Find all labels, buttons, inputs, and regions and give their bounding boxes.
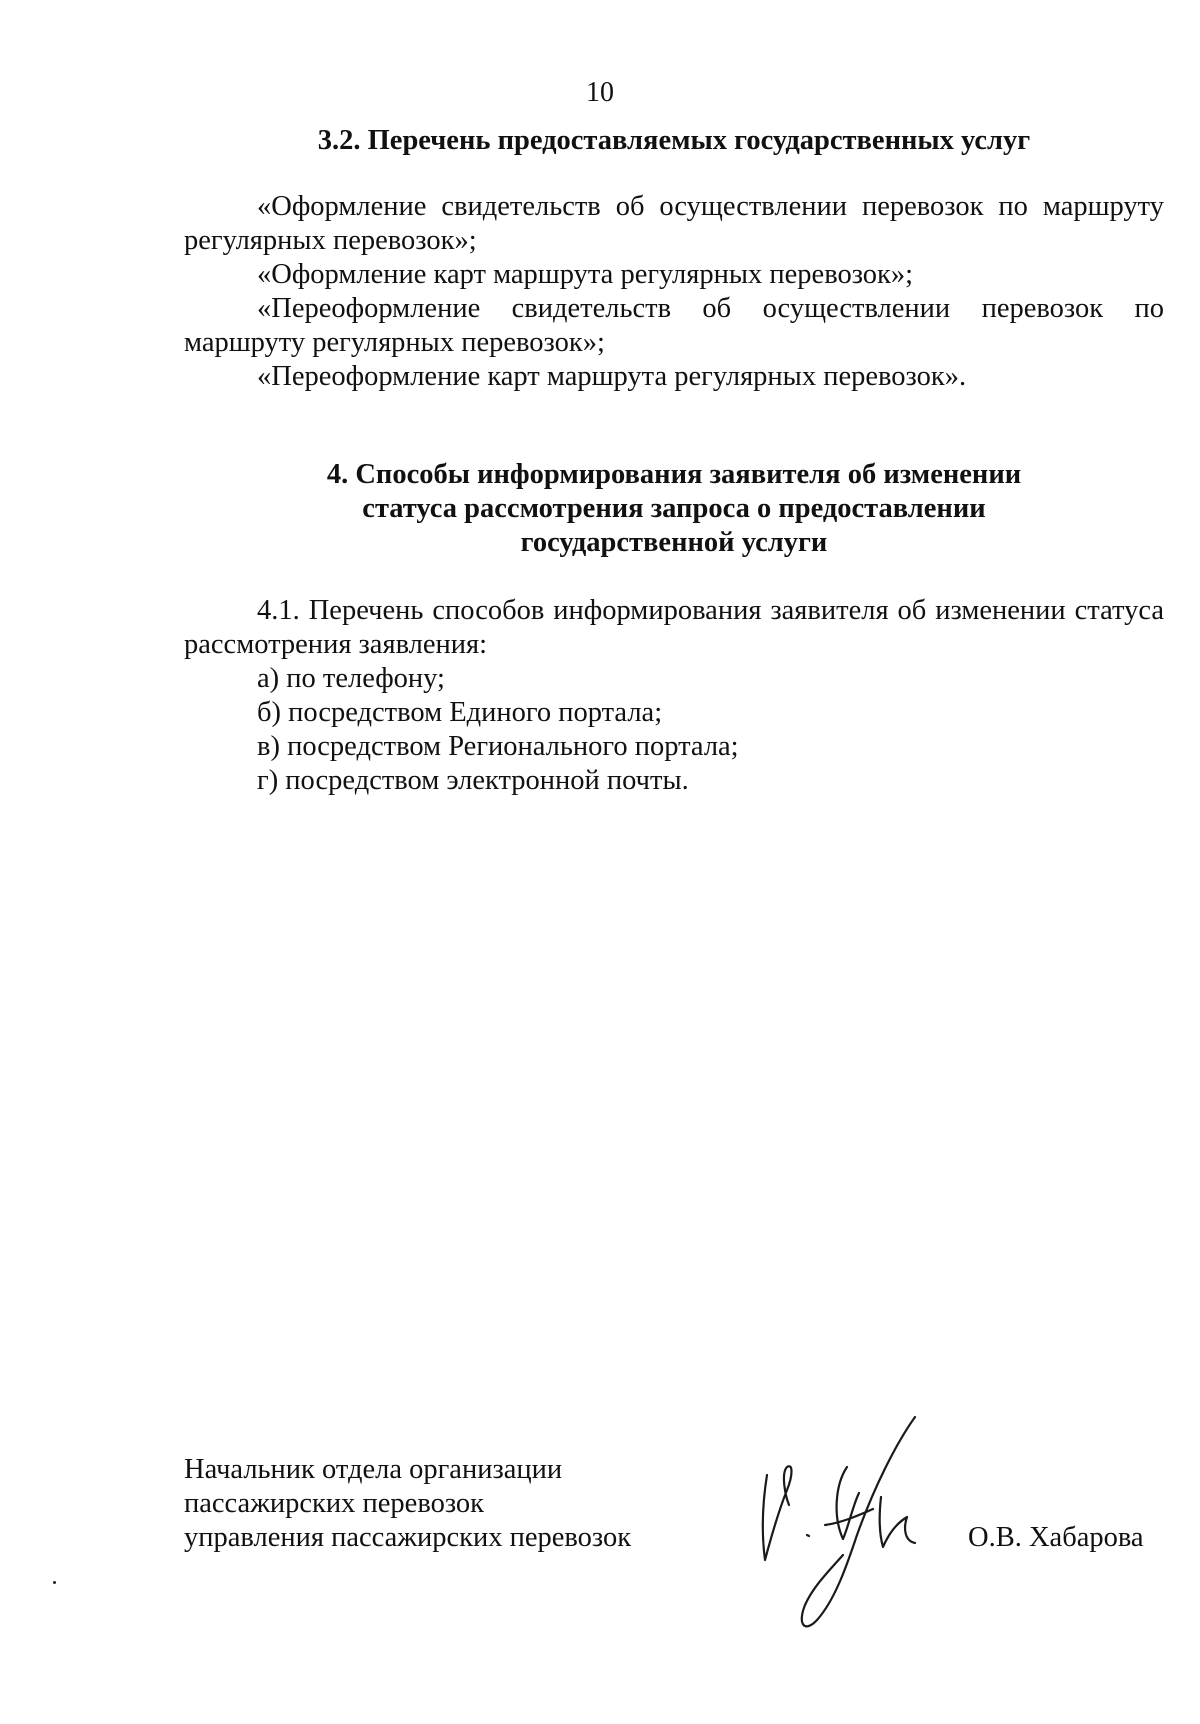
signer-position-line: пассажирских перевозок	[184, 1488, 485, 1519]
section-3-2-heading: 3.2. Перечень предоставляемых государственных услуг	[317, 125, 1031, 156]
methods-intro: 4.1. Перечень способов информирования заявителя об изменении статуса рассмотрения заявления:	[184, 595, 1164, 660]
notification-methods	[184, 594, 1164, 798]
method-item: в) посредством Регионального портала;	[257, 731, 739, 762]
signer-position	[184, 1453, 631, 1555]
services-list	[184, 190, 1164, 394]
method-item: б) посредством Единого портала;	[257, 697, 663, 728]
service-item: «Оформление свидетельств об осуществлении перевозок по маршруту регулярных перевозок»;	[184, 191, 1164, 256]
section-4-heading-line: государственной услуги	[520, 527, 828, 558]
method-item: г) посредством электронной почты.	[257, 765, 689, 796]
section-4-heading-line: статуса рассмотрения запроса о предоставлении	[362, 493, 986, 524]
signer-position-line: управления пассажирских перевозок	[184, 1522, 632, 1553]
signer-position-line: Начальник отдела организации	[184, 1454, 563, 1485]
handwritten-signature	[755, 1405, 925, 1635]
section-4-heading	[184, 458, 1164, 560]
method-item: а) по телефону;	[257, 663, 445, 694]
service-item: «Оформление карт маршрута регулярных перевозок»;	[257, 259, 914, 290]
page-number: 10	[586, 77, 614, 108]
section-4-heading-line: 4. Способы информирования заявителя об изменении	[326, 459, 1022, 490]
service-item: «Переоформление свидетельств об осуществлении перевозок по маршруту регулярных перевозок»;	[184, 293, 1164, 358]
scan-speck	[53, 1581, 56, 1584]
signer-name: О.В. Хабарова	[968, 1522, 1144, 1553]
service-item: «Переоформление карт маршрута регулярных перевозок».	[257, 361, 967, 392]
